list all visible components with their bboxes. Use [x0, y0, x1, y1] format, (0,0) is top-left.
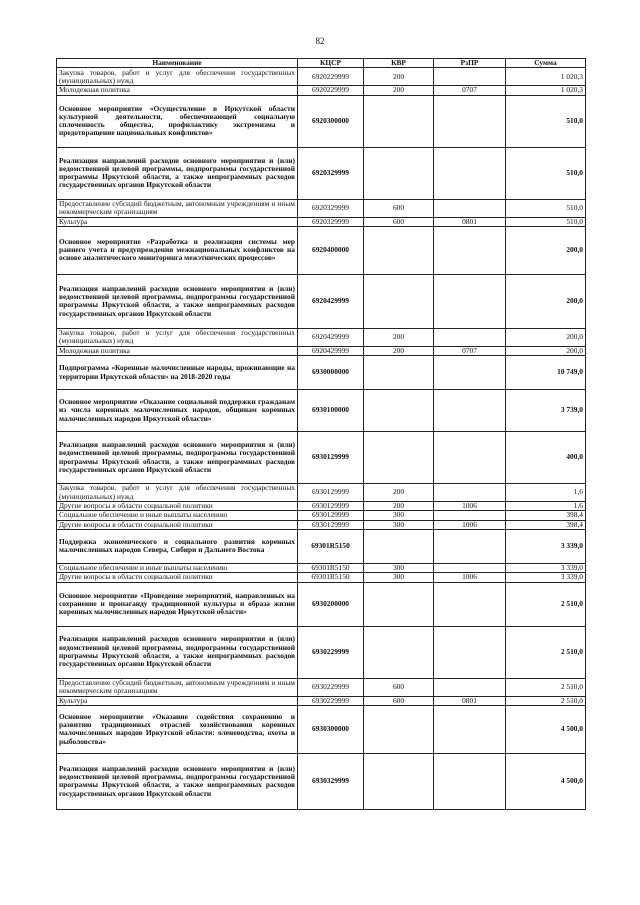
row-sum: 10 749,0 [506, 356, 586, 390]
row-kvr: 300 [364, 573, 434, 582]
row-rzpr [434, 390, 506, 432]
row-name: Предоставление субсидий бюджетным, автономным учреждениям и иным некоммерческим организациям [57, 678, 298, 696]
table-row [57, 696, 586, 705]
row-rzpr [434, 328, 506, 346]
row-name: Реализация направлений расходов основного мероприятия и (или) ведомственной целевой программы, подпрограммы государственной программы Иркутской области, а также непрограммных расходов государственных органов Иркутской области [57, 753, 298, 809]
table-row [57, 582, 586, 626]
row-rzpr: 1006 [434, 520, 506, 529]
row-rzpr: 1006 [434, 573, 506, 582]
row-kvr: 200 [364, 346, 434, 355]
header-row [57, 59, 586, 68]
row-sum: 2 510,0 [506, 582, 586, 626]
row-rzpr [434, 563, 506, 572]
row-kvr: 200 [364, 86, 434, 95]
row-kvr [364, 626, 434, 678]
row-kvr [364, 753, 434, 809]
row-name: Культура [57, 217, 298, 226]
table-row [57, 678, 586, 696]
row-name: Предоставление субсидий бюджетным, автономным учреждениям и иным некоммерческим организациям [57, 199, 298, 217]
row-name: Реализация направлений расходов основного мероприятия и (или) ведомственной целевой программы, подпрограммы государственной программы Иркутской области, а также непрограммных расходов государственных органов Иркутской области [57, 147, 298, 199]
row-kvr [364, 356, 434, 390]
table-row [57, 573, 586, 582]
row-sum: 1,6 [506, 484, 586, 502]
row-kvr: 200 [364, 328, 434, 346]
row-code: 69301R5150 [298, 563, 364, 572]
row-rzpr [434, 274, 506, 328]
table-row [57, 484, 586, 502]
row-rzpr [434, 678, 506, 696]
row-sum: 3 339,0 [506, 529, 586, 563]
row-code: 6930329999 [298, 753, 364, 809]
row-name: Основное мероприятие «Проведение мероприятий, направленных на сохранение и пропаганду традиционной культуры и образа жизни коренных малочисленных народов Иркутской области» [57, 582, 298, 626]
row-sum: 200,0 [506, 226, 586, 274]
row-code: 6930129999 [298, 502, 364, 511]
row-code: 6920329999 [298, 199, 364, 217]
table-row [57, 274, 586, 328]
row-name: Закупка товаров, работ и услуг для обеспечения государственных (муниципальных) нужд [57, 484, 298, 502]
table-row [57, 390, 586, 432]
row-code: 69301R5150 [298, 573, 364, 582]
table-row [57, 328, 586, 346]
row-code: 6930000000 [298, 356, 364, 390]
row-kvr [364, 582, 434, 626]
row-code: 6930129999 [298, 484, 364, 502]
row-kvr: 600 [364, 199, 434, 217]
row-name: Молодежная политика [57, 86, 298, 95]
row-name: Реализация направлений расходов основного мероприятия и (или) ведомственной целевой программы, подпрограммы государственной программы Иркутской области, а также непрограммных расходов государственных органов Иркутской области [57, 626, 298, 678]
budget-table [56, 58, 586, 810]
row-name: Поддержка экономического и социального развития коренных малочисленных народов Севера, Сибири и Дальнего Востока [57, 529, 298, 563]
row-code: 6930229999 [298, 626, 364, 678]
row-sum: 4 500,0 [506, 753, 586, 809]
row-kvr [364, 705, 434, 753]
row-sum: 2 510,0 [506, 678, 586, 696]
row-code: 6930300000 [298, 705, 364, 753]
row-sum: 3 339,0 [506, 563, 586, 572]
row-kvr: 200 [364, 68, 434, 86]
row-sum: 4 500,0 [506, 705, 586, 753]
row-code: 6930229999 [298, 678, 364, 696]
table-row [57, 705, 586, 753]
row-rzpr [434, 432, 506, 484]
row-kvr: 300 [364, 520, 434, 529]
row-kvr [364, 226, 434, 274]
table-row [57, 520, 586, 529]
row-sum: 2 510,0 [506, 696, 586, 705]
row-code: 6920329999 [298, 147, 364, 199]
row-code: 6920429999 [298, 328, 364, 346]
row-kvr: 200 [364, 484, 434, 502]
row-name: Социальное обеспечение и иные выплаты населению [57, 511, 298, 520]
row-code: 6930200000 [298, 582, 364, 626]
row-sum: 1,6 [506, 502, 586, 511]
row-name: Подпрограмма «Коренные малочисленные народы, проживающие на территории Иркутской области» на 2018-2020 годы [57, 356, 298, 390]
table-row [57, 511, 586, 520]
row-rzpr [434, 147, 506, 199]
row-kvr [364, 95, 434, 147]
row-code: 6920300000 [298, 95, 364, 147]
row-kvr: 600 [364, 696, 434, 705]
row-code: 6920229999 [298, 68, 364, 86]
row-rzpr [434, 356, 506, 390]
row-sum: 510,0 [506, 147, 586, 199]
row-rzpr [434, 705, 506, 753]
row-code: 69301R5150 [298, 529, 364, 563]
row-name: Основное мероприятие «Оказание социальной поддержки гражданам из числа коренных малочисленных народов, общинам коренных малочисленных народов Иркутской области» [57, 390, 298, 432]
row-sum: 510,0 [506, 199, 586, 217]
row-kvr: 300 [364, 511, 434, 520]
row-kvr [364, 274, 434, 328]
row-sum: 400,0 [506, 432, 586, 484]
row-code: 6920329999 [298, 217, 364, 226]
row-kvr: 600 [364, 217, 434, 226]
row-sum: 200,0 [506, 346, 586, 355]
row-kvr: 300 [364, 563, 434, 572]
row-code: 6930100000 [298, 390, 364, 432]
table-row [57, 95, 586, 147]
row-sum: 1 020,3 [506, 68, 586, 86]
row-name: Основное мероприятие «Оказание содействия сохранению и развитию традиционных отраслей хозяйствования коренных малочисленных народов Иркутской области: оленеводства, охоты и рыболовства» [57, 705, 298, 753]
table-row [57, 217, 586, 226]
row-sum: 3 339,0 [506, 573, 586, 582]
row-rzpr [434, 95, 506, 147]
row-rzpr [434, 484, 506, 502]
row-name: Другие вопросы в области социальной политики [57, 573, 298, 582]
row-rzpr: 0707 [434, 346, 506, 355]
row-rzpr [434, 511, 506, 520]
table-row [57, 753, 586, 809]
header-code: КЦСР [298, 59, 364, 68]
row-name: Молодежная политика [57, 346, 298, 355]
row-sum: 398,4 [506, 520, 586, 529]
row-code: 6920400000 [298, 226, 364, 274]
row-sum: 2 510,0 [506, 626, 586, 678]
row-code: 6930129999 [298, 432, 364, 484]
row-sum: 510,0 [506, 217, 586, 226]
header-name: Наименование [57, 59, 298, 68]
row-name: Другие вопросы в области социальной политики [57, 520, 298, 529]
row-rzpr: 0801 [434, 217, 506, 226]
row-rzpr: 0707 [434, 86, 506, 95]
row-code: 6930229999 [298, 696, 364, 705]
row-sum: 200,0 [506, 328, 586, 346]
row-rzpr [434, 626, 506, 678]
table-row [57, 563, 586, 572]
row-kvr: 600 [364, 678, 434, 696]
table-body [57, 68, 586, 810]
row-name: Реализация направлений расходов основного мероприятия и (или) ведомственной целевой программы, подпрограммы государственной программы Иркутской области, а также непрограммных расходов государственных органов Иркутской области [57, 432, 298, 484]
table-row [57, 346, 586, 355]
row-kvr [364, 390, 434, 432]
row-name: Основное мероприятие «Осуществление в Иркутской области культурной деятельности, обеспечивающей социальную сплоченность общества, профилактику экстремизма и предотвращение национальных конфликтов» [57, 95, 298, 147]
row-rzpr [434, 199, 506, 217]
table-row [57, 529, 586, 563]
table-row [57, 226, 586, 274]
row-rzpr [434, 582, 506, 626]
row-code: 6920429999 [298, 274, 364, 328]
row-name: Реализация направлений расходов основного мероприятия и (или) ведомственной целевой программы, подпрограммы государственной программы Иркутской области, а также непрограммных расходов государственных органов Иркутской области [57, 274, 298, 328]
row-sum: 3 739,0 [506, 390, 586, 432]
row-code: 6930129999 [298, 520, 364, 529]
row-sum: 398,4 [506, 511, 586, 520]
row-name: Социальное обеспечение и иные выплаты населению [57, 563, 298, 572]
row-name: Основное мероприятие «Разработка и реализация системы мер раннего учета и предупреждения межнациональных конфликтов на основе аналитического мониторинга межэтнических процессов» [57, 226, 298, 274]
table-header [57, 59, 586, 68]
table-row [57, 502, 586, 511]
row-kvr [364, 147, 434, 199]
row-rzpr: 1006 [434, 502, 506, 511]
header-sum: Сумма [506, 59, 586, 68]
row-rzpr: 0801 [434, 696, 506, 705]
header-rzpr: РзПР [434, 59, 506, 68]
row-code: 6920229999 [298, 86, 364, 95]
table-row [57, 626, 586, 678]
row-sum: 200,0 [506, 274, 586, 328]
table-row [57, 356, 586, 390]
row-kvr: 200 [364, 502, 434, 511]
row-name: Другие вопросы в области социальной политики [57, 502, 298, 511]
header-kvr: КВР [364, 59, 434, 68]
page-number: 82 [315, 36, 325, 46]
row-sum: 1 020,3 [506, 86, 586, 95]
table-row [57, 86, 586, 95]
row-kvr [364, 432, 434, 484]
table-row [57, 68, 586, 86]
row-kvr [364, 529, 434, 563]
row-code: 6920429999 [298, 346, 364, 355]
row-code: 6930129999 [298, 511, 364, 520]
table-row [57, 199, 586, 217]
row-rzpr [434, 529, 506, 563]
row-rzpr [434, 753, 506, 809]
table-row [57, 432, 586, 484]
row-name: Культура [57, 696, 298, 705]
row-name: Закупка товаров, работ и услуг для обеспечения государственных (муниципальных) нужд [57, 68, 298, 86]
row-sum: 510,0 [506, 95, 586, 147]
table-row [57, 147, 586, 199]
row-name: Закупка товаров, работ и услуг для обеспечения государственных (муниципальных) нужд [57, 328, 298, 346]
row-rzpr [434, 226, 506, 274]
row-rzpr [434, 68, 506, 86]
